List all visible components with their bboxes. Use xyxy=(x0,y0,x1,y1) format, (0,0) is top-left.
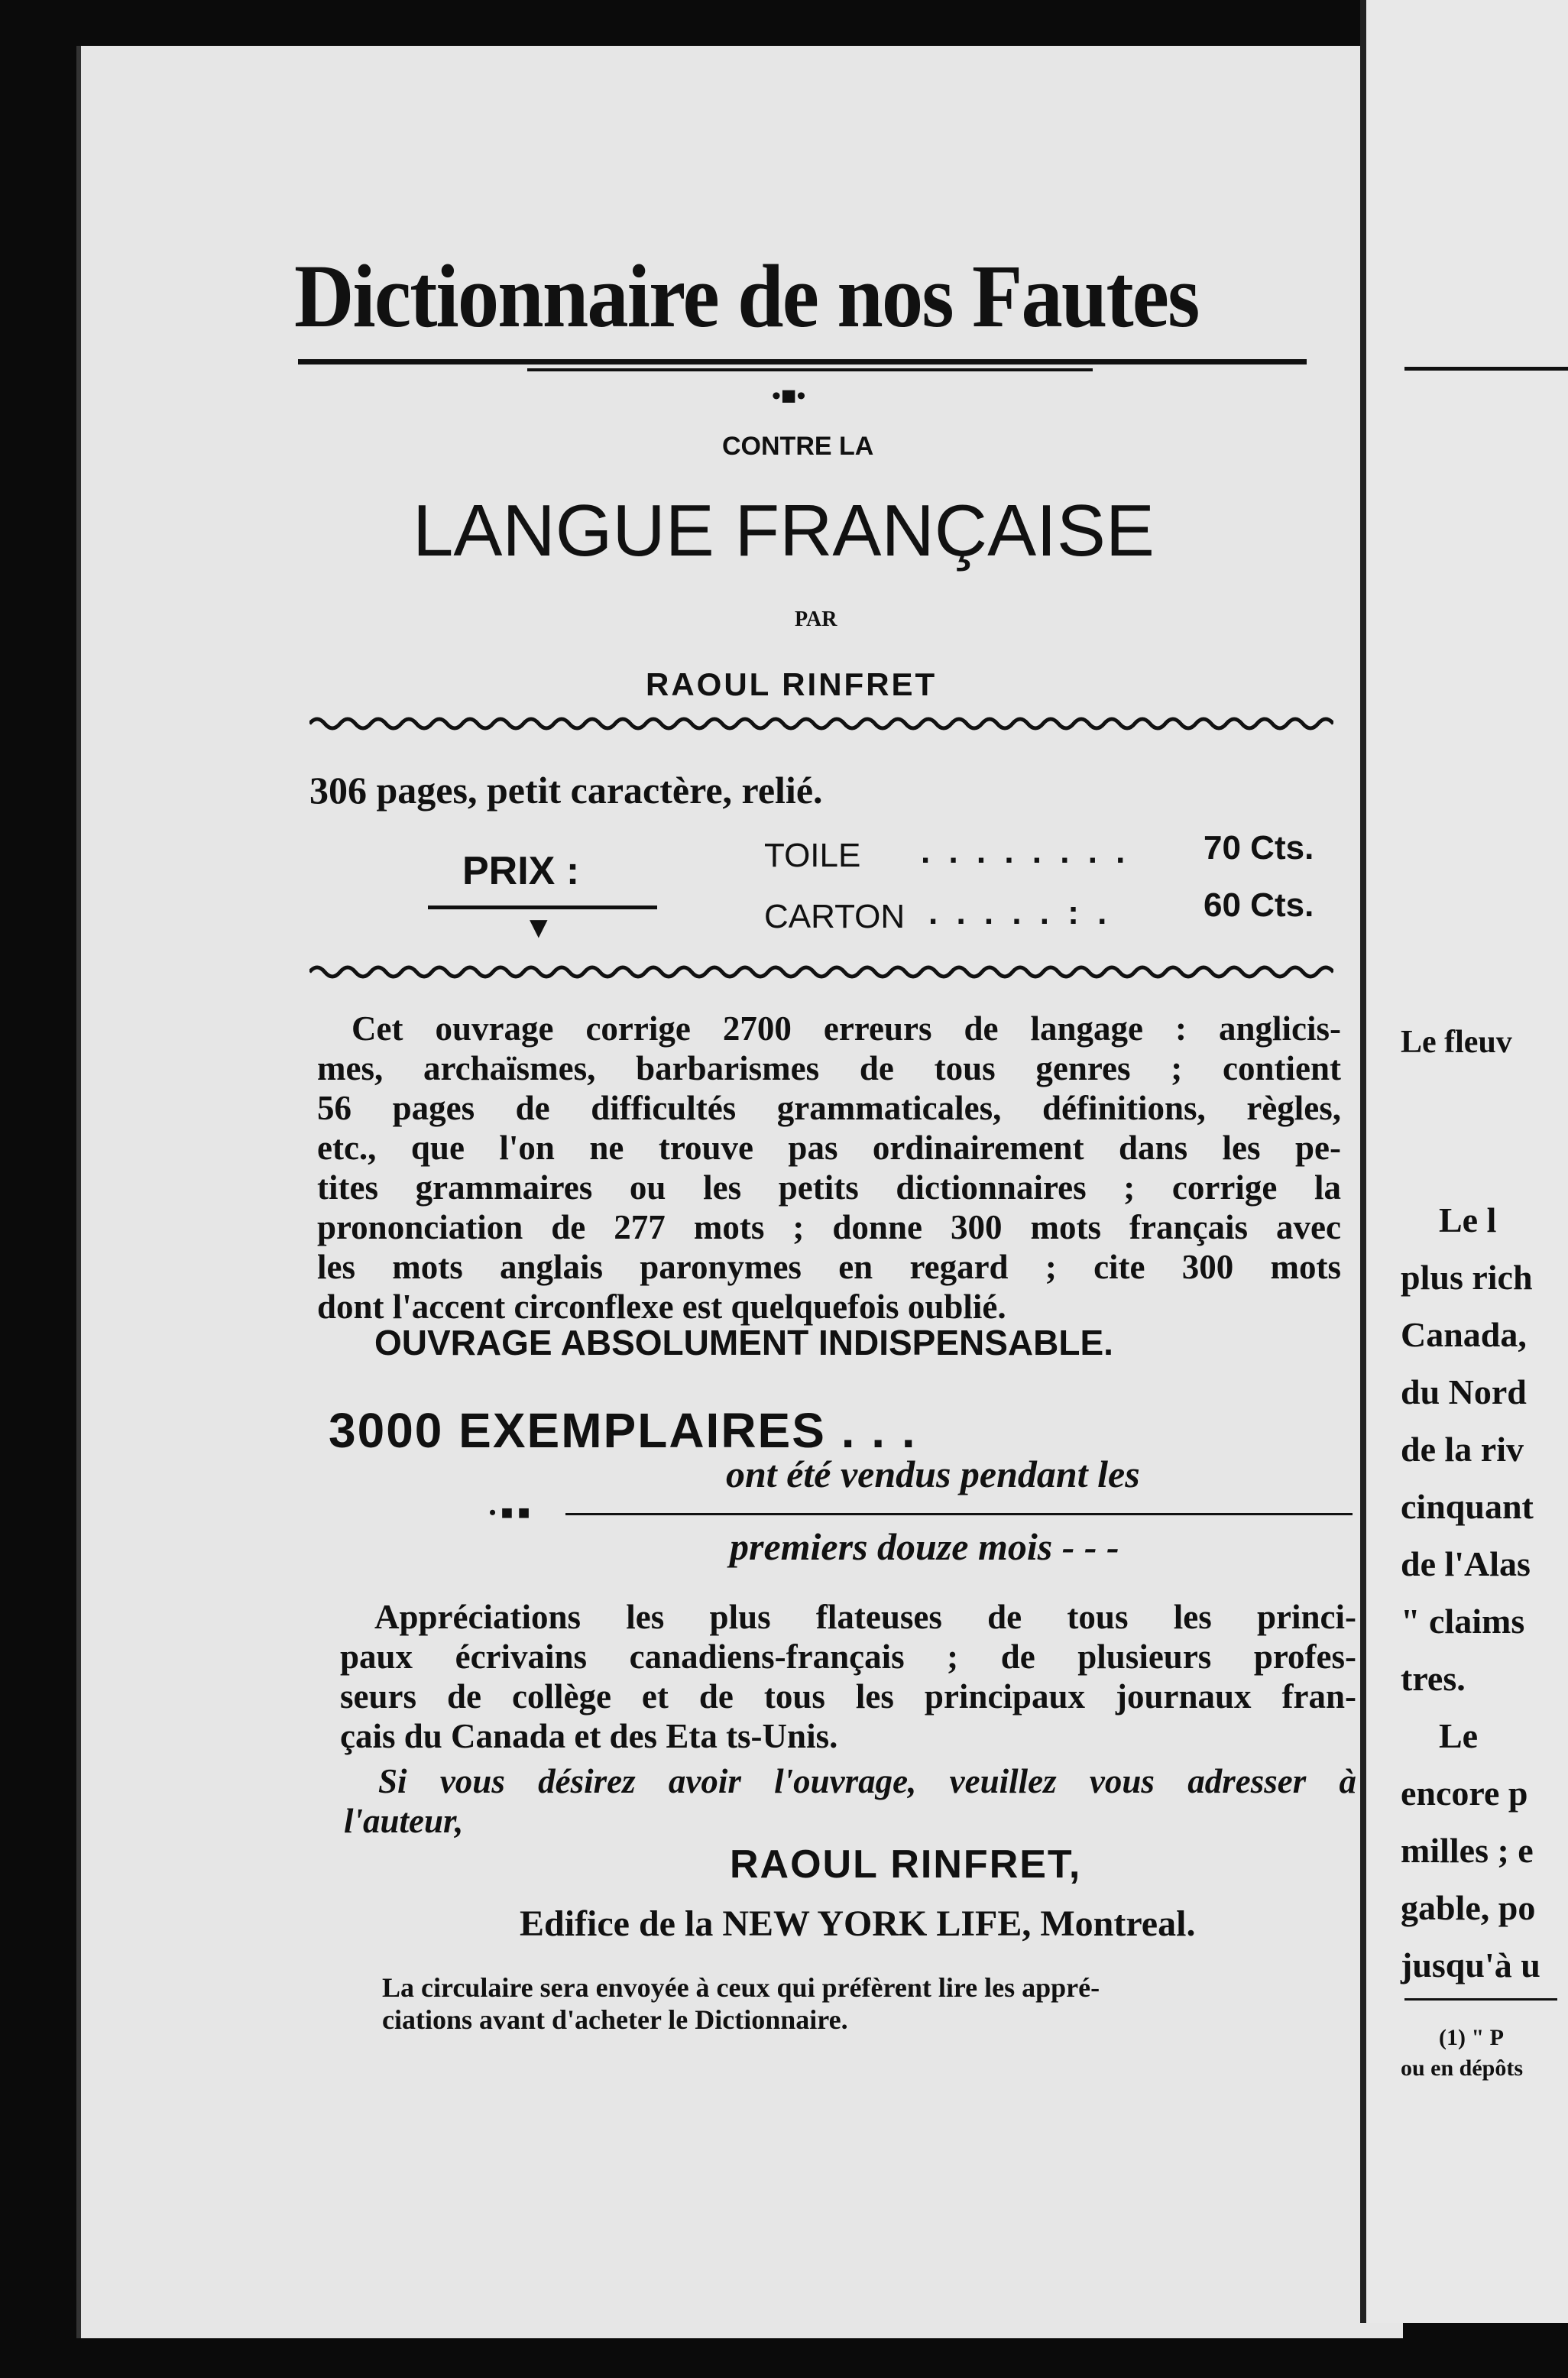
adjacent-line: jusqu'à u xyxy=(1401,1945,1540,1984)
price-toile: 70 Cts. xyxy=(1204,829,1314,867)
prix-label: PRIX : xyxy=(462,849,580,893)
adjacent-page xyxy=(1360,0,1568,2323)
adresse-paragraph xyxy=(344,1761,1356,1841)
description-line: mes, archaïsmes, barbarismes de tous genres ; contient xyxy=(317,1049,1341,1087)
wavy-divider xyxy=(309,714,1333,733)
circulaire-line: ciations avant d'acheter le Dictionnaire. xyxy=(382,2004,848,2035)
price-label-toile: TOILE xyxy=(764,837,861,874)
price-label-carton: CARTON xyxy=(764,898,905,935)
circulaire-note xyxy=(382,1971,1100,2036)
adresse-line: l'auteur, xyxy=(344,1802,464,1840)
wavy-divider xyxy=(309,963,1333,981)
arrow-down-icon: ▼ xyxy=(523,910,554,944)
pages-line: 306 pages, petit caractère, relié. xyxy=(309,769,823,812)
adjacent-line: tres. xyxy=(1401,1659,1466,1698)
description-line: tites grammaires ou les petits dictionnaires ; corrige la xyxy=(317,1168,1341,1207)
adjacent-line: Le l xyxy=(1439,1200,1497,1239)
description-line: Cet ouvrage corrige 2700 erreurs de langage : anglicis- xyxy=(352,1009,1341,1048)
dotted-rule xyxy=(565,1513,1353,1515)
description-line: etc., que l'on ne trouve pas ordinairement dans les pe- xyxy=(317,1129,1341,1167)
dots-ornament: • ■ ■ xyxy=(489,1502,530,1524)
price-carton: 60 Cts. xyxy=(1204,886,1314,924)
langue-heading: LANGUE FRANÇAISE xyxy=(413,490,1155,572)
author-address: Edifice de la NEW YORK LIFE, Montreal. xyxy=(520,1903,1196,1944)
adjacent-line: Le xyxy=(1439,1716,1479,1755)
author-signature: RAOUL RINFRET, xyxy=(730,1842,1082,1887)
ornament: •■• xyxy=(772,382,806,410)
adjacent-line: plus rich xyxy=(1401,1258,1533,1297)
douze-line: premiers douze mois - - - xyxy=(730,1525,1119,1568)
description-line: les mots anglais paronymes en regard ; cite 300 mots xyxy=(317,1248,1341,1286)
description-line: 56 pages de difficultés grammaticales, définitions, règles, xyxy=(317,1089,1341,1127)
description-paragraph xyxy=(317,1009,1341,1327)
circulaire-line: La circulaire sera envoyée à ceux qui préfèrent lire les appré- xyxy=(382,1972,1100,2003)
adjacent-line: de la riv xyxy=(1401,1430,1524,1469)
adjacent-line: cinquant xyxy=(1401,1487,1534,1526)
adjacent-rule xyxy=(1404,367,1568,371)
title-rule xyxy=(298,359,1307,364)
contre-label: CONTRE LA xyxy=(722,432,874,461)
adjacent-line: encore p xyxy=(1401,1774,1528,1813)
indispensable-heading: OUVRAGE ABSOLUMENT INDISPENSABLE. xyxy=(374,1323,1113,1362)
appreciation-line: seurs de collège et de tous les principaux journaux fran- xyxy=(340,1677,1356,1715)
adjacent-line: Canada, xyxy=(1401,1315,1527,1354)
title-rule-thin xyxy=(527,368,1093,371)
appreciation-line: çais du Canada et des Eta ts-Unis. xyxy=(340,1717,838,1755)
appreciation-line: paux écrivains canadiens-français ; de plusieurs profes- xyxy=(340,1638,1356,1676)
appreciation-paragraph xyxy=(340,1597,1356,1756)
exemplaires-heading: 3000 EXEMPLAIRES . . . xyxy=(329,1403,917,1458)
price-dots: . . . . . . . . xyxy=(921,833,1130,870)
adjacent-line: de l'Alas xyxy=(1401,1544,1531,1583)
author-name: RAOUL RINFRET xyxy=(646,666,938,702)
appreciation-line: Appréciations les plus flateuses de tous les princi- xyxy=(374,1598,1356,1636)
price-dots: . . . . . : . xyxy=(928,894,1112,931)
description-line: prononciation de 277 mots ; donne 300 mots français avec xyxy=(317,1208,1341,1246)
page-title: Dictionnaire de nos Fautes xyxy=(294,246,1199,346)
adresse-line: Si vous désirez avoir l'ouvrage, veuillez vous adresser à xyxy=(378,1762,1356,1800)
adjacent-line: du Nord xyxy=(1401,1372,1527,1411)
vendus-line: ont été vendus pendant les xyxy=(726,1453,1140,1495)
adjacent-line: milles ; e xyxy=(1401,1831,1534,1870)
adjacent-line: gable, po xyxy=(1401,1888,1536,1927)
adjacent-footnote: ou en dépôts xyxy=(1401,2056,1524,2081)
adjacent-footnote-rule xyxy=(1404,1998,1557,2001)
adjacent-line: " claims xyxy=(1401,1602,1525,1641)
par-label: PAR xyxy=(795,607,837,631)
adjacent-footnote: (1) " P xyxy=(1439,2025,1504,2050)
description-line: dont l'accent circonflexe est quelquefois oublié. xyxy=(317,1288,1006,1326)
adjacent-line: Le fleuv xyxy=(1401,1025,1512,1060)
